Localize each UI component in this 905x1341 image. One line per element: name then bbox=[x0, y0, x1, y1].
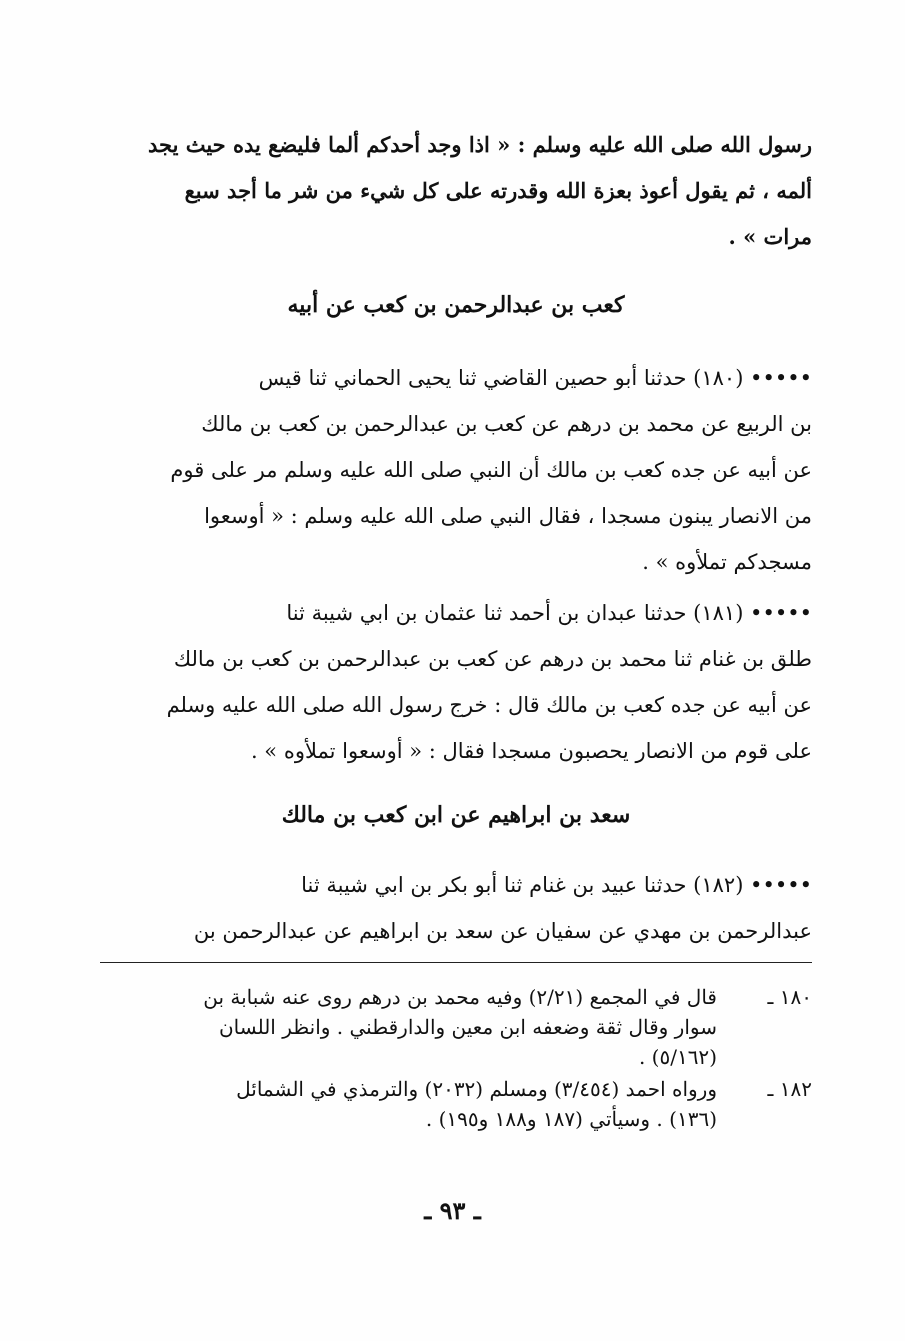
page-number: ـ ٩٣ ـ bbox=[424, 1196, 481, 1225]
hadith-182-line: عبدالرحمن بن مهدي عن سفيان عن سعد بن ابراهيم عن عبدالرحمن بن bbox=[193, 919, 812, 943]
footnote-divider bbox=[100, 962, 812, 963]
footnote-number: ١٨٢ ـ bbox=[767, 1077, 812, 1101]
footnote-182 bbox=[100, 1074, 812, 1134]
footnote-text bbox=[100, 982, 717, 1072]
footnote-text bbox=[100, 1074, 717, 1134]
section-heading-saad: سعد بن ابراهيم عن ابن كعب بن مالك bbox=[281, 802, 631, 828]
hadith-180-line: ••••• (١٨٠) حدثنا أبو حصين القاضي ثنا يحيى الحماني ثنا قيس bbox=[258, 366, 812, 390]
intro-paragraph bbox=[100, 122, 812, 260]
footnote-line: سوار وقال ثقة وضعفه ابن معين والدارقطني . وانظر اللسان bbox=[218, 1015, 717, 1039]
hadith-181-line: ••••• (١٨١) حدثنا عبدان بن أحمد ثنا عثمان بن ابي شيبة ثنا bbox=[286, 601, 812, 625]
intro-line: ألمه ، ثم يقول أعوذ بعزة الله وقدرته على كل شيء من شر ما أجد سبع bbox=[184, 178, 812, 203]
hadith-180-line: بن الربيع عن محمد بن درهم عن كعب بن عبدالرحمن بن كعب بن مالك bbox=[201, 412, 812, 436]
hadith-181-line: طلق بن غنام ثنا محمد بن درهم عن كعب بن عبدالرحمن بن كعب بن مالك bbox=[173, 647, 812, 671]
hadith-182-paragraph bbox=[100, 862, 812, 954]
footnote-180 bbox=[100, 982, 812, 1072]
footnotes bbox=[100, 982, 812, 1134]
intro-line: رسول الله صلى الله عليه وسلم : « اذا وجد أحدكم ألما فليضع يده حيث يجد bbox=[147, 132, 812, 157]
hadith-180-paragraph bbox=[100, 355, 812, 585]
hadith-180-line: عن أبيه عن جده كعب بن مالك أن النبي صلى الله عليه وسلم مر على قوم bbox=[170, 458, 812, 482]
footnote-line: قال في المجمع (٢/٢١) وفيه محمد بن درهم روى عنه شبابة بن bbox=[203, 985, 717, 1009]
section-heading-kaab: كعب بن عبدالرحمن بن كعب عن أبيه bbox=[287, 292, 625, 318]
intro-line: مرات » . bbox=[728, 224, 812, 249]
hadith-180-line: من الانصار يبنون مسجدا ، فقال النبي صلى الله عليه وسلم : « أوسعوا bbox=[204, 504, 812, 528]
footnote-line: (٥/١٦٢) . bbox=[638, 1045, 717, 1069]
footnote-number: ١٨٠ ـ bbox=[767, 985, 812, 1009]
hadith-181-paragraph bbox=[100, 590, 812, 774]
hadith-180-line: مسجدكم تملأوه » . bbox=[642, 550, 812, 574]
footnote-line: (١٣٦) . وسيأتي (١٨٧ و١٨٨ و١٩٥) . bbox=[425, 1107, 717, 1131]
hadith-181-line: على قوم من الانصار يحصبون مسجدا فقال : « أوسعوا تملأوه » . bbox=[250, 739, 812, 763]
hadith-182-line: ••••• (١٨٢) حدثنا عبيد بن غنام ثنا أبو بكر بن ابي شيبة ثنا bbox=[301, 873, 812, 897]
footnote-line: ورواه احمد (٣/٤٥٤) ومسلم (٢٠٣٢) والترمذي في الشمائل bbox=[236, 1077, 717, 1101]
hadith-181-line: عن أبيه عن جده كعب بن مالك قال : خرج رسول الله صلى الله عليه وسلم bbox=[166, 693, 812, 717]
